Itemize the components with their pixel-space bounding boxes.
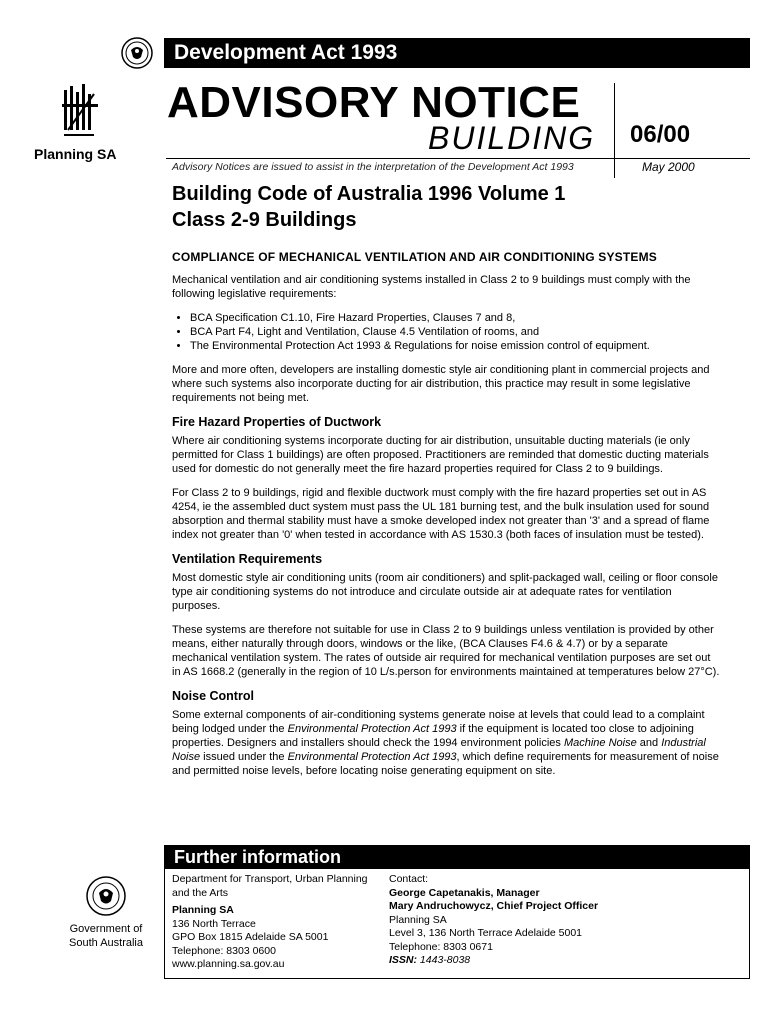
requirements-list: [172, 311, 720, 353]
act-reference: Environmental Protection Act 1993: [287, 723, 457, 735]
list-item: • BCA Part F4, Light and Ventilation, Clause 4.5 Ventilation of rooms, and: [190, 325, 720, 339]
department-contact-block: [172, 873, 372, 972]
telephone: Telephone: 8303 0600: [172, 944, 276, 957]
body-content: [172, 250, 720, 788]
document-title-line1: Building Code of Australia 1996 Volume 1: [172, 183, 566, 205]
text-run: if the equipment is located too close to adjoining properties. Designers and installers should check the 1994 environment policies: [172, 723, 694, 749]
contact-label: Contact:: [389, 873, 429, 885]
section-heading: COMPLIANCE OF MECHANICAL VENTILATION AND AIR CONDITIONING SYSTEMS: [172, 250, 658, 264]
document-title-line2: Class 2-9 Buildings: [172, 209, 357, 231]
policy-reference: Industrial Noise: [172, 737, 706, 763]
issn-value: 1443-8038: [417, 954, 471, 966]
department-name: Department for Transport, Urban Planning and the Arts: [172, 873, 368, 899]
noise-paragraph: [172, 708, 720, 778]
issn-label: ISSN:: [389, 954, 418, 966]
paragraph: These systems are therefore not suitable for use in Class 2 to 9 buildings unless ventilation is provided by other means, either naturally through doors, windows or the like, (BCA Clauses F4.6 & 4.7) or by a separate mechanical ventilation system. The rates of outside air required for mechanical ventilation purposes are set out in AS 1668.2 (generally in the region of 10 L/s.person for environments maintained at temperatures below 27°C).: [172, 624, 720, 678]
paragraph: Where air conditioning systems incorporate ducting for air distribution, unsuitable ducting materials (ie only permitted for Class 1 buildings) are often proposed. Practitioners are reminded that domestic ducting materials used for domestic do not generally meet the fire hazard properties required for Class 2 to 9 buildings.: [172, 435, 709, 475]
street-address: 136 North Terrace: [172, 917, 256, 930]
paragraph: For Class 2 to 9 buildings, rigid and flexible ductwork must comply with the fire hazard properties set out in AS 4254, ie the assembled duct system must pass the UL 181 burning test, and the bulk insulation used for sound absorption and thermal stability must have a smoke developed index not greater than '3' and a spread of flame index not greater than '0' when tested in accordance with AS 1530.3 (both faces of insulation must be tested).: [172, 487, 710, 541]
notice-subtitle: BUILDING: [428, 120, 596, 156]
government-emblem-icon: [86, 876, 126, 916]
org-name: Planning SA: [172, 904, 234, 916]
notice-title: ADVISORY NOTICE: [167, 78, 581, 127]
list-item: • The Environmental Protection Act 1993 & Regulations for noise emission control of equipment.: [190, 339, 720, 353]
text-run: and: [636, 737, 662, 749]
org-name: Planning SA: [34, 146, 117, 162]
contact-block: [389, 873, 729, 968]
act-reference: Environmental Protection Act 1993: [287, 751, 457, 763]
paragraph: Most domestic style air conditioning units (room air conditioners) and split-packaged wall, ceiling or floor console type air conditioning systems do not introduce and circulate outside air at adequate rates for ventilation purposes.: [172, 572, 718, 612]
contact-person: Mary Andruchowycz, Chief Project Officer: [389, 900, 599, 912]
planning-sa-logo-icon: [60, 82, 100, 144]
header-divider-horizontal: [166, 158, 750, 159]
issue-date: May 2000: [642, 160, 695, 174]
further-information-bar: Further information: [164, 845, 750, 869]
org-name: Planning SA: [389, 913, 447, 926]
postal-address: GPO Box 1815 Adelaide SA 5001: [172, 931, 329, 943]
ventilation-heading: Ventilation Requirements: [172, 552, 323, 566]
header-divider-vertical: [614, 83, 615, 178]
notice-number: 06/00: [630, 121, 691, 148]
paragraph: More and more often, developers are installing domestic style air conditioning plant in commercial projects and where such systems also incorporate ducting for air distribution, this practice may result in some legislative requirements not being met.: [172, 364, 710, 404]
text-run: , which define requirements for measurement of noise and permitted noise levels, before locating noise generating equipment on site.: [172, 751, 719, 777]
issn: [389, 954, 729, 968]
address: Level 3, 136 North Terrace Adelaide 5001: [389, 927, 583, 939]
noise-control-heading: Noise Control: [172, 689, 254, 703]
text-run: issued under the: [200, 751, 288, 763]
contact-person: George Capetanakis, Manager: [389, 886, 540, 899]
website-link[interactable]: www.planning.sa.gov.au: [172, 958, 285, 970]
telephone: Telephone: 8303 0671: [389, 940, 493, 953]
government-label: Government of South Australia: [69, 923, 143, 949]
text-run: Some external components of air-conditioning systems generate noise at levels that could lead to a complaint being lodged under the: [172, 709, 705, 735]
tagline: Advisory Notices are issued to assist in the interpretation of the Development Act 1993: [172, 161, 574, 173]
act-title-bar: Development Act 1993: [164, 38, 750, 68]
state-emblem-icon: [121, 37, 153, 69]
list-item: • BCA Specification C1.10, Fire Hazard Properties, Clauses 7 and 8,: [190, 311, 720, 325]
fire-hazard-heading: Fire Hazard Properties of Ductwork: [172, 415, 382, 429]
policy-reference: Machine Noise: [563, 737, 637, 749]
intro-paragraph: Mechanical ventilation and air conditioning systems installed in Class 2 to 9 buildings must comply with the following legislative requirements:: [172, 274, 691, 300]
